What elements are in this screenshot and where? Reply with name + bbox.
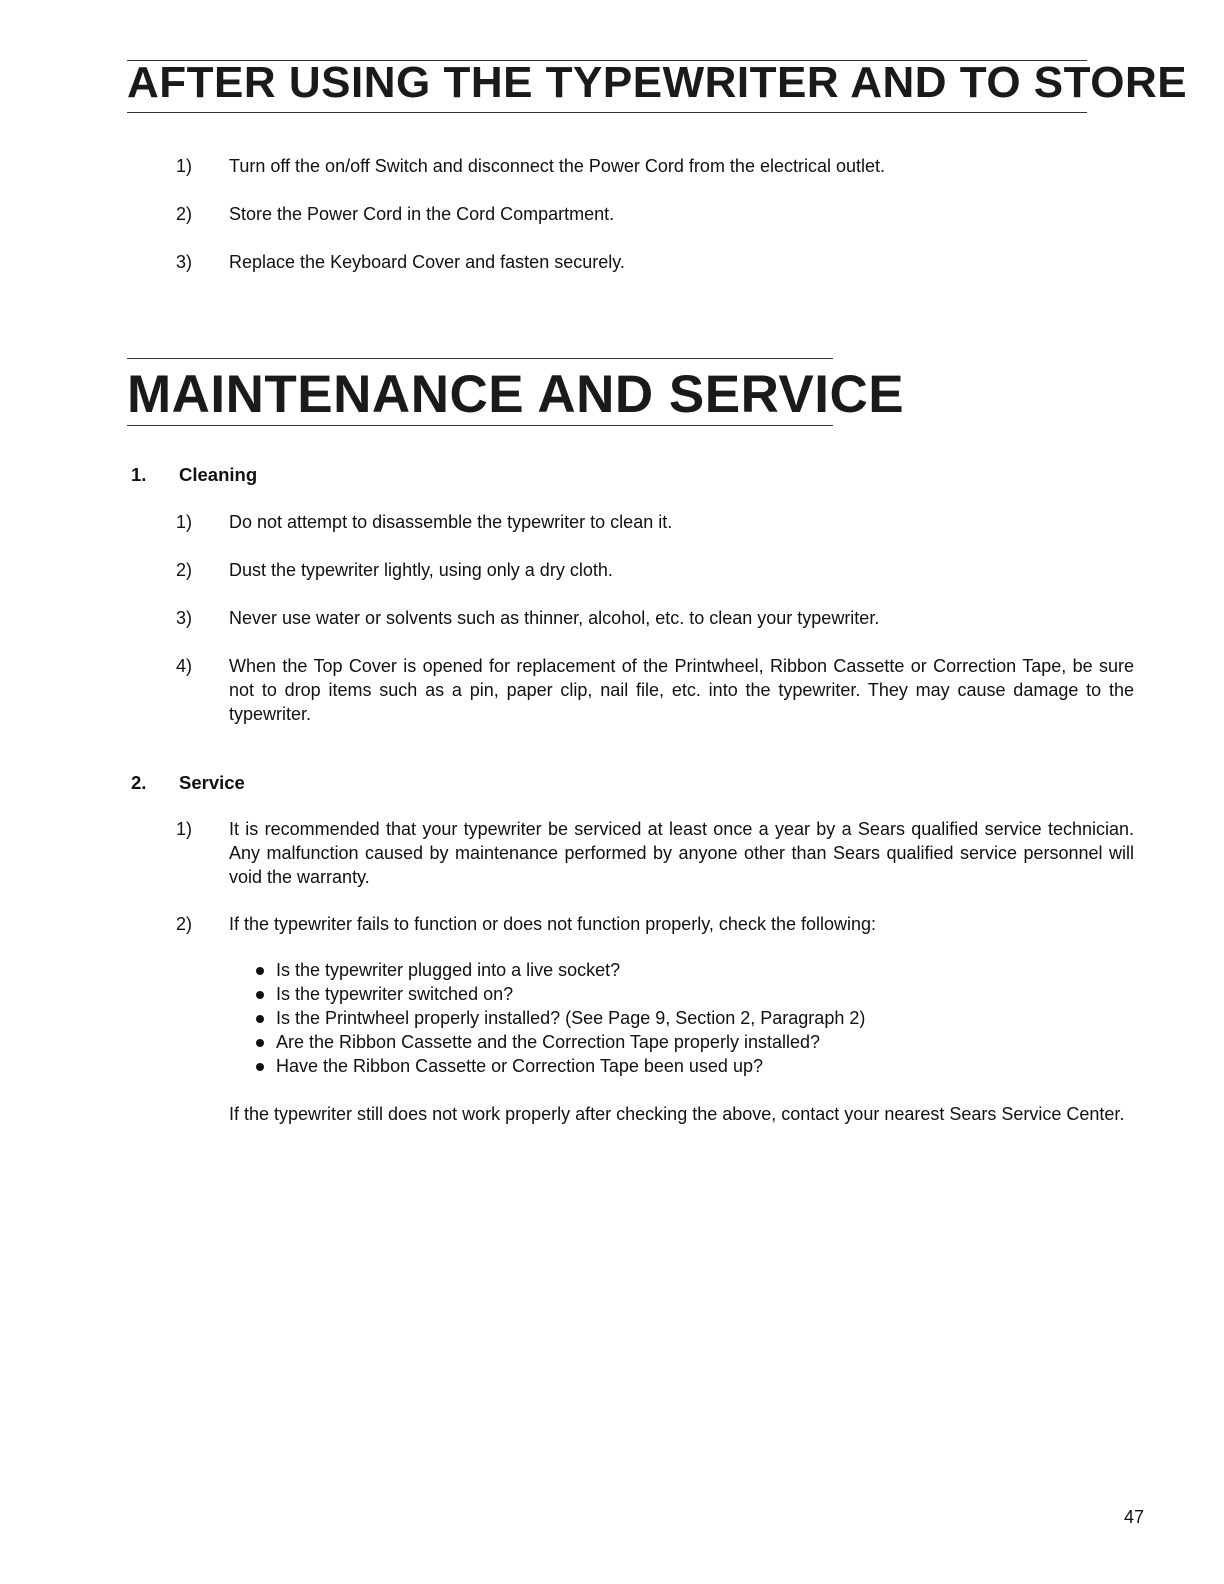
checklist-item-text: Is the typewriter switched on? bbox=[276, 984, 514, 1004]
section2-top-rule bbox=[127, 358, 833, 359]
bullet-icon bbox=[256, 1039, 264, 1047]
store-step-1-text: Turn off the on/off Switch and disconnect the Power Cord from the electrical outlet. bbox=[229, 156, 886, 176]
cleaning-step-4-text: When the Top Cover is opened for replacement of the Printwheel, Ribbon Cassette or Correction Tape, be sure not to drop items such as a pin, paper clip, nail file, etc. into the typewriter. They may cause damage to the typewriter. bbox=[229, 656, 1134, 724]
cleaning-step-2-number: 2) bbox=[176, 560, 193, 580]
checklist-item bbox=[256, 958, 865, 982]
service-step-1-text: It is recommended that your typewriter be serviced at least once a year by a Sears qualified service technician. Any malfunction caused by maintenance performed by anyone other than Sears qualified service personnel will void the warranty. bbox=[229, 819, 1134, 887]
service-step-1 bbox=[176, 817, 1136, 897]
cleaning-title: Cleaning bbox=[179, 464, 258, 485]
bullet-icon bbox=[256, 1063, 264, 1071]
service-closing-paragraph: If the typewriter still does not work properly after checking the above, contact your nearest Sears Service Center. bbox=[229, 1104, 1125, 1124]
section1-bottom-rule bbox=[127, 112, 1087, 113]
cleaning-step-1-text: Do not attempt to disassemble the typewriter to clean it. bbox=[229, 512, 673, 532]
page-number: 47 bbox=[1124, 1507, 1145, 1527]
cleaning-number: 1. bbox=[131, 464, 147, 485]
checklist-item-text: Have the Ribbon Cassette or Correction Tape been used up? bbox=[276, 1056, 763, 1076]
service-title: Service bbox=[179, 772, 245, 793]
service-number: 2. bbox=[131, 772, 147, 793]
checklist-item-text: Are the Ribbon Cassette and the Correction Tape properly installed? bbox=[276, 1032, 820, 1052]
cleaning-step-3-number: 3) bbox=[176, 608, 193, 628]
section2-title: MAINTENANCE AND SERVICE bbox=[127, 365, 905, 424]
store-step-3-number: 3) bbox=[176, 252, 193, 272]
checklist-item-text: Is the typewriter plugged into a live socket? bbox=[276, 960, 621, 980]
checklist-item bbox=[256, 1030, 865, 1054]
service-step-2-text: If the typewriter fails to function or does not function properly, check the following: bbox=[229, 914, 877, 934]
cleaning-step-1-number: 1) bbox=[176, 512, 193, 532]
bullet-icon bbox=[256, 991, 264, 999]
checklist-item bbox=[256, 982, 865, 1006]
cleaning-step-4-number: 4) bbox=[176, 656, 193, 676]
store-step-1-number: 1) bbox=[176, 156, 193, 176]
section2-bottom-rule bbox=[127, 425, 833, 426]
cleaning-step-3-text: Never use water or solvents such as thinner, alcohol, etc. to clean your typewriter. bbox=[229, 608, 880, 628]
checklist-item-text: Is the Printwheel properly installed? (See Page 9, Section 2, Paragraph 2) bbox=[276, 1008, 866, 1028]
checklist-item bbox=[256, 1006, 865, 1030]
store-step-3-text: Replace the Keyboard Cover and fasten securely. bbox=[229, 252, 625, 272]
section1-title: AFTER USING THE TYPEWRITER AND TO STORE bbox=[127, 58, 1188, 107]
bullet-icon bbox=[256, 1015, 264, 1023]
checklist-item bbox=[256, 1054, 865, 1078]
store-step-2-text: Store the Power Cord in the Cord Compartment. bbox=[229, 204, 615, 224]
service-checklist bbox=[256, 958, 865, 1078]
cleaning-step-2-text: Dust the typewriter lightly, using only a dry cloth. bbox=[229, 560, 613, 580]
store-step-2-number: 2) bbox=[176, 204, 193, 224]
bullet-icon bbox=[256, 967, 264, 975]
cleaning-step-4 bbox=[176, 654, 1136, 734]
service-step-1-number: 1) bbox=[176, 819, 193, 839]
service-step-2-number: 2) bbox=[176, 914, 193, 934]
